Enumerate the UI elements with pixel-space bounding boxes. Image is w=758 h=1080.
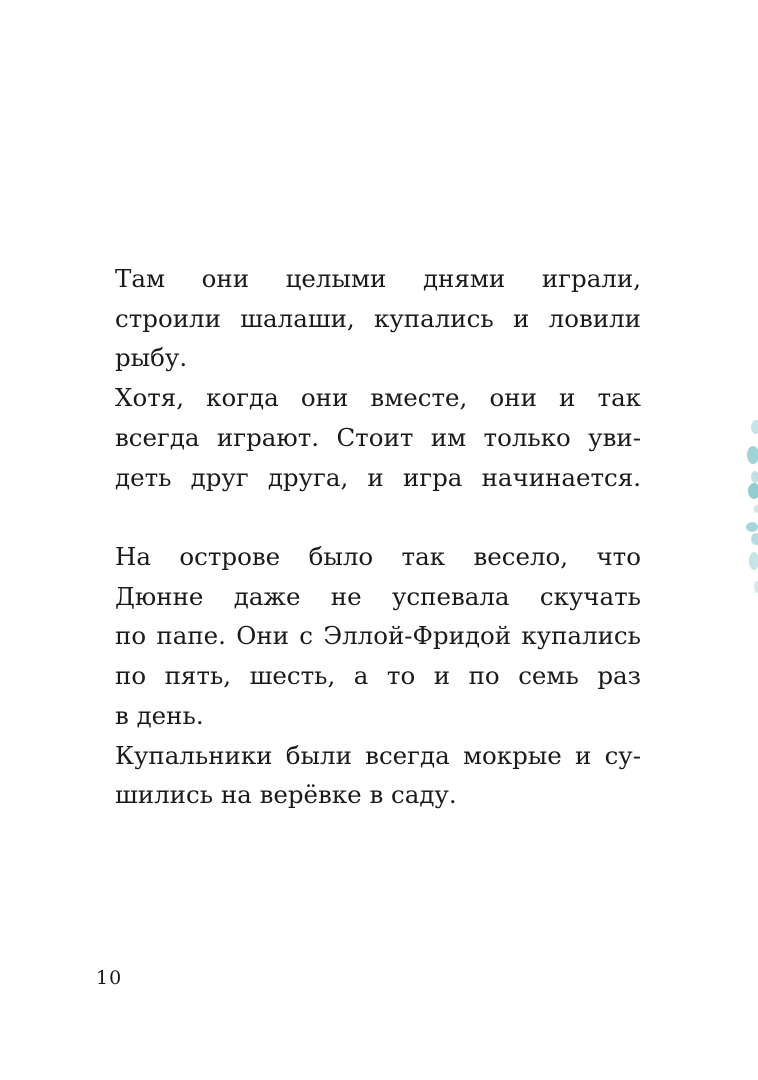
text-line: по папе. Они с Эллой-Фридой купались bbox=[115, 621, 641, 650]
text-line: Хотя, когда они вместе, они и так bbox=[115, 383, 641, 412]
text-line: шились на верёвке в саду. bbox=[115, 780, 457, 809]
text-line: Дюнне даже не успевала скучать bbox=[115, 582, 641, 611]
text-line: деть друг друга, и игра начинается. bbox=[115, 463, 641, 492]
text-line: всегда играют. Стоит им только уви- bbox=[115, 423, 641, 452]
text-line: Купальники были всегда мокрые и су- bbox=[115, 741, 641, 770]
text-line: На острове было так весело, что bbox=[115, 542, 641, 571]
text-line: Там они целыми днями играли, bbox=[115, 264, 641, 293]
text-line: в день. bbox=[115, 701, 204, 730]
watercolor-edge-illustration bbox=[736, 405, 758, 605]
text-line: по пять, шесть, а то и по семь раз bbox=[115, 661, 641, 690]
text-line: строили шалаши, купались и ловили bbox=[115, 304, 641, 333]
page-number: 10 bbox=[96, 967, 123, 989]
text-line: рыбу. bbox=[115, 343, 188, 372]
